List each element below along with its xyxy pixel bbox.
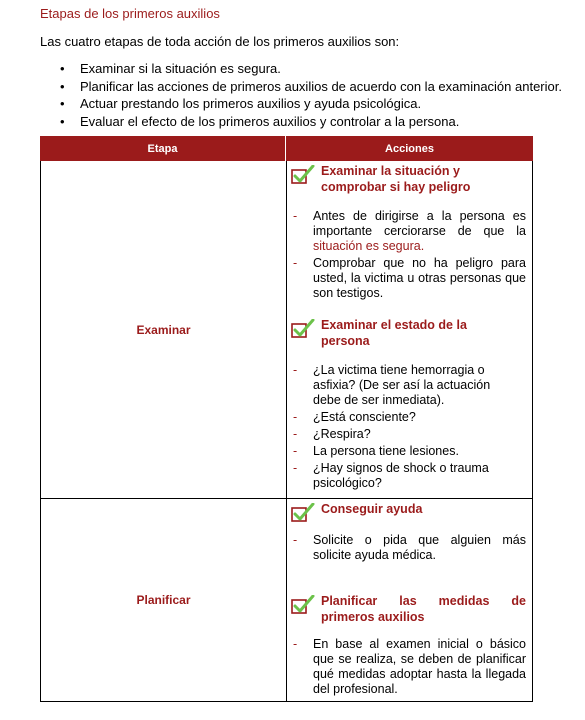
action-items [291, 209, 526, 301]
action-items [291, 533, 526, 563]
table-header [40, 136, 533, 161]
action-section [291, 163, 526, 195]
actions-cell [287, 161, 532, 498]
list-item: - La persona tiene lesiones. [291, 444, 491, 459]
checkmark-icon [291, 319, 315, 339]
action-items [291, 363, 491, 491]
list-item: - ¿Hay signos de shock o trauma psicológico? [291, 461, 491, 491]
section-title: Examinar la situación y comprobar si hay peligro [321, 164, 471, 194]
actions-cell [287, 499, 532, 701]
section-heading: Etapas de los primeros auxilios [40, 6, 220, 21]
action-section [291, 593, 526, 625]
stage-cell: Examinar [41, 161, 287, 498]
section-title: Examinar el estado de la persona [321, 318, 467, 348]
action-items [291, 637, 526, 697]
checkmark-icon [291, 503, 315, 523]
list-item: • Actuar prestando los primeros auxilios y ayuda psicológica. [58, 95, 562, 113]
section-title: Conseguir ayuda [321, 502, 423, 516]
checkmark-icon [291, 165, 315, 185]
list-item: - En base al examen inicial o básico que se realiza, se deben de planificar qué medidas adoptar hasta la llegada del profesional. [291, 637, 526, 697]
list-item: - ¿Respira? [291, 427, 491, 442]
list-item: - Comprobar que no ha peligro para usted, la victima u otras personas que son testigos. [291, 256, 526, 301]
table-row [40, 499, 533, 702]
table-row [40, 161, 533, 499]
stage-cell: Planificar [41, 499, 287, 701]
section-title: Planificar las medidas de primeros auxilios [321, 594, 526, 624]
checkmark-icon [291, 595, 315, 615]
action-section [291, 317, 526, 349]
list-item: - ¿Está consciente? [291, 410, 491, 425]
list-item: - ¿La victima tiene hemorragia o asfixia? (De ser así la actuación debe de ser inmediata). [291, 363, 491, 408]
action-section [291, 501, 526, 523]
highlight-text: situación es segura. [313, 239, 425, 253]
stages-table [40, 136, 533, 702]
list-item: - Solicite o pida que alguien más solicite ayuda médica. [291, 533, 526, 563]
list-item: • Evaluar el efecto de los primeros auxilios y controlar a la persona. [58, 113, 562, 131]
column-header-actions: Acciones [385, 142, 434, 155]
intro-text: Las cuatro etapas de toda acción de los primeros auxilios son: [40, 34, 400, 49]
list-item: • Planificar las acciones de primeros auxilios de acuerdo con la examinación anterior. [58, 78, 562, 96]
stages-list [58, 60, 562, 130]
list-item: • Examinar si la situación es segura. [58, 60, 562, 78]
column-header-stage: Etapa [40, 136, 286, 161]
list-item: - Antes de dirigirse a la persona es importante cerciorarse de que la situación es segura. [291, 209, 526, 254]
